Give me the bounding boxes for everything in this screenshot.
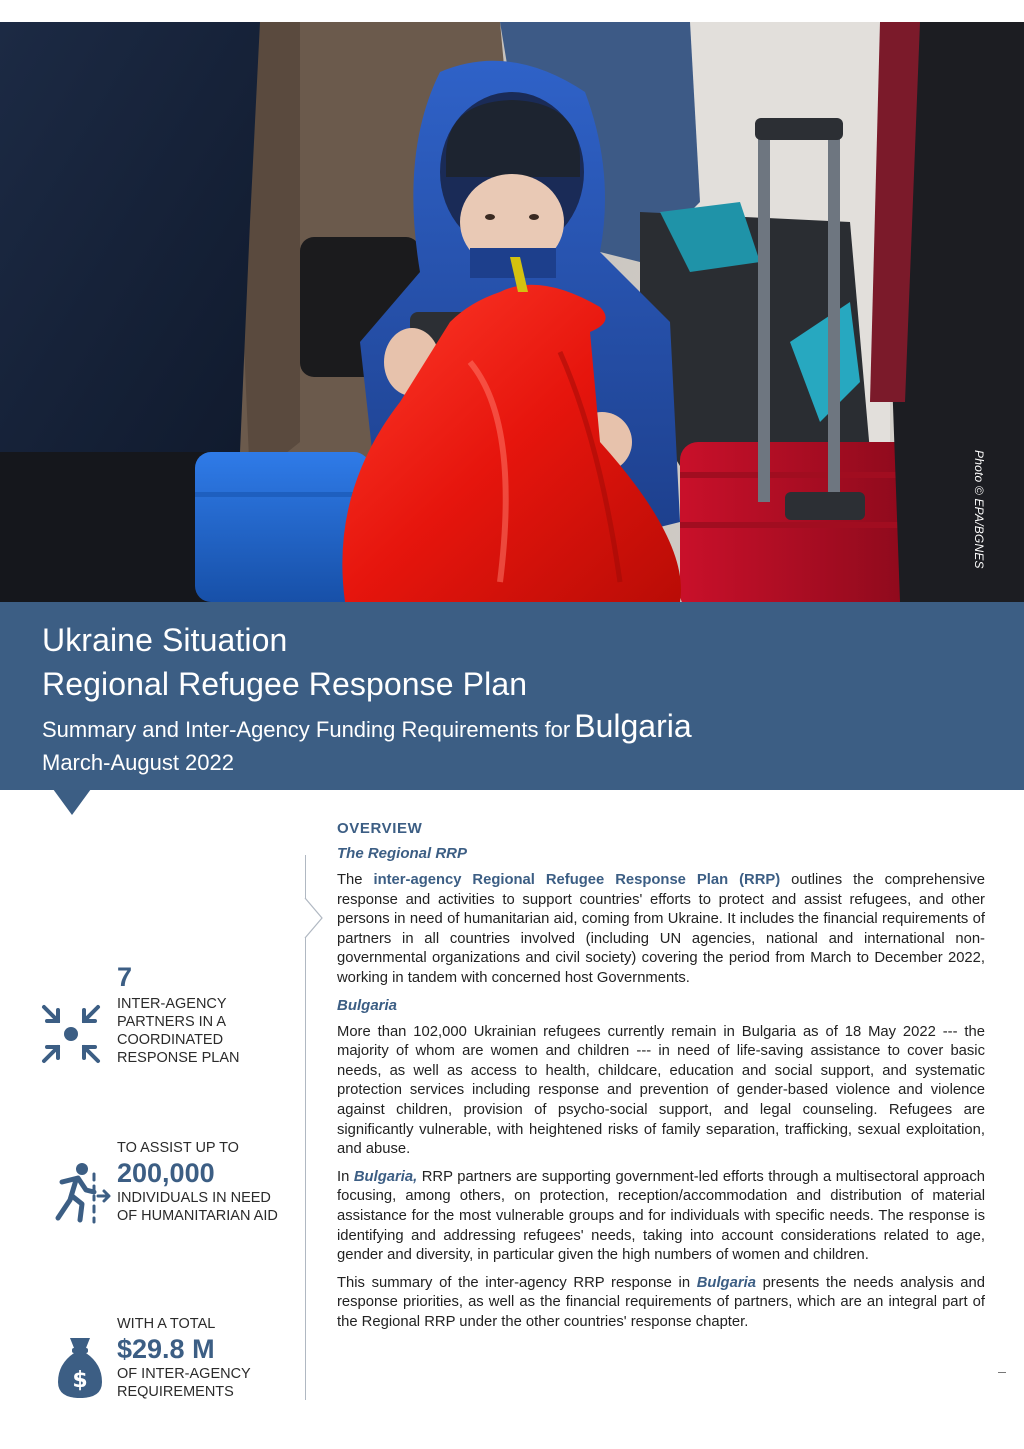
banner-notch bbox=[53, 789, 91, 815]
cover-photo bbox=[0, 22, 1024, 602]
subtitle-prefix: Summary and Inter-Agency Funding Requirements for bbox=[42, 717, 571, 742]
overview-heading: OVERVIEW bbox=[337, 820, 423, 837]
margin-dash bbox=[998, 1372, 1006, 1373]
bulgaria-heading: Bulgaria bbox=[337, 996, 398, 1014]
bulgaria-paragraph-1: More than 102,000 Ukrainian refugees currently remain in Bulgaria as of 18 May 2022 --- the majority of whom are women and children --- in need of life-saving assistance to cover basic needs, as well as access to health, childcare, education and social support, and systematic protection services including response and prevention of gender-based violence and violence against children, provision of psycho-social support, and legal counseling. Refugees are significantly vulnerable, with heightened risks of family separation, trafficking, sexual exploitation, and abuse. bbox=[337, 1023, 985, 1158]
title-line-2: Regional Refugee Response Plan bbox=[42, 666, 528, 702]
stat-assist-number: 200,000 bbox=[117, 1158, 215, 1188]
regional-rrp-paragraph: The inter-agency Regional Refugee Response Plan (RRP) outlines the comprehensive response and activities to support countries' efforts to protect and assist refugees, and other persons in need of humanitarian aid, coming from Ukraine. It includes the financial requirements of partners in all countries involved (including UN agencies, national and international non-governmental organizations and civil society) covering the period from March to December 2022, working in tandem with concerned host Governments. bbox=[337, 872, 985, 986]
stat-assist-label: INDIVIDUALS IN NEED OF HUMANITARIAN AID bbox=[117, 1190, 278, 1224]
stat-partners-label: INTER-AGENCY PARTNERS IN A COORDINATED RESPONSE PLAN bbox=[117, 996, 240, 1066]
divider-chevron-icon bbox=[300, 898, 324, 938]
regional-rrp-heading: The Regional RRP bbox=[337, 845, 468, 862]
svg-text:$: $ bbox=[72, 1368, 88, 1393]
cover-photo-illustration bbox=[0, 22, 1024, 602]
subtitle-country: Bulgaria bbox=[574, 708, 692, 744]
stat-total-label: OF INTER-AGENCY REQUIREMENTS bbox=[117, 1366, 251, 1400]
title-line-1: Ukraine Situation bbox=[42, 622, 288, 658]
stat-partners-number: 7 bbox=[117, 962, 133, 992]
person-moving-icon bbox=[48, 1160, 112, 1224]
stat-total-lead: WITH A TOTAL bbox=[117, 1316, 216, 1332]
regional-rrp-link[interactable]: inter-agency Regional Refugee Response Plan (RRP) bbox=[373, 872, 781, 888]
money-bag-icon bbox=[56, 1336, 104, 1400]
stat-assist-lead: TO ASSIST UP TO bbox=[117, 1140, 239, 1156]
overview-section bbox=[337, 820, 985, 1340]
bulgaria-paragraph-3: This summary of the inter-agency RRP response in Bulgaria presents the needs analysis and response priorities, as well as the financial requirements of partners, which are an integral part of the Regional RRP under the other countries' response chapter. bbox=[337, 1274, 985, 1330]
photo-credit: Photo © EPA/BGNES bbox=[972, 450, 986, 569]
subtitle bbox=[42, 708, 692, 745]
stat-total-number: $29.8 M bbox=[117, 1334, 215, 1364]
converge-arrows-icon bbox=[40, 1003, 102, 1065]
plan-period: March-August 2022 bbox=[42, 750, 234, 775]
bulgaria-paragraph-2: In Bulgaria, RRP partners are supporting government-led efforts through a multisectoral approach focusing, among others, on protection, reception/accommodation and distribution of material assistance for the most vulnerable groups and for individuals with specific needs. The response is identifying and addressing refugees' needs, taking into account considerations related to age, gender and diversity, in particular given the high numbers of women and children. bbox=[337, 1168, 985, 1264]
